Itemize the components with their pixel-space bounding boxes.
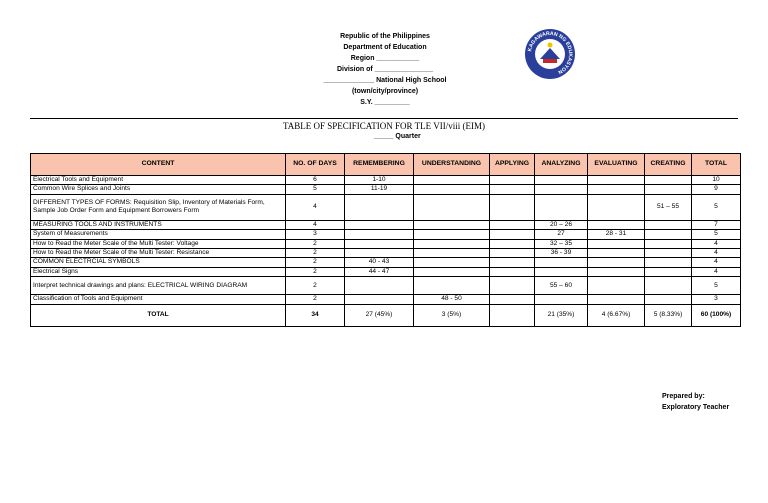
understanding-cell: 48 - 50 [414, 295, 490, 304]
evaluating-cell: 28 - 31 [588, 230, 645, 239]
evaluating-cell [588, 277, 645, 295]
analyzing-total: 21 (35%) [535, 304, 588, 326]
total-cell: 3 [692, 295, 741, 304]
total-cell: 10 [692, 176, 741, 185]
creating-cell [645, 267, 692, 276]
remembering-total: 27 (45%) [345, 304, 414, 326]
col-remembering: REMEMBERING [345, 154, 414, 176]
analyzing-cell: 32 – 35 [535, 239, 588, 248]
remembering-cell [345, 249, 414, 258]
applying-cell [490, 249, 535, 258]
total-cell: 5 [692, 277, 741, 295]
total-cell: 4 [692, 258, 741, 267]
total-cell: 5 [692, 194, 741, 220]
analyzing-cell: 27 [535, 230, 588, 239]
creating-cell [645, 249, 692, 258]
creating-cell [645, 295, 692, 304]
creating-cell [645, 176, 692, 185]
remembering-cell: 44 - 47 [345, 267, 414, 276]
remembering-cell [345, 295, 414, 304]
applying-cell [490, 295, 535, 304]
total-cell: 9 [692, 185, 741, 194]
header-row [31, 154, 741, 176]
applying-cell [490, 267, 535, 276]
evaluating-cell [588, 176, 645, 185]
creating-cell [645, 258, 692, 267]
table-row [31, 239, 741, 248]
content-cell: System of Measurements [31, 230, 286, 239]
totals-label: TOTAL [31, 304, 286, 326]
col-understanding: UNDERSTANDING [414, 154, 490, 176]
school-year-line: S.Y. _________ [360, 99, 410, 106]
applying-cell [490, 185, 535, 194]
applying-cell [490, 194, 535, 220]
content-cell: Classification of Tools and Equipment [31, 295, 286, 304]
total-cell: 4 [692, 249, 741, 258]
specification-table [30, 153, 741, 327]
department-line: Department of Education [343, 44, 427, 51]
col-creating: CREATING [645, 154, 692, 176]
remembering-cell: 11-19 [345, 185, 414, 194]
applying-cell [490, 258, 535, 267]
content-cell: MEASURING TOOLS AND INSTRUMENTS [31, 220, 286, 229]
applying-total [490, 304, 535, 326]
understanding-cell [414, 267, 490, 276]
col-total: TOTAL [692, 154, 741, 176]
teacher-role: Exploratory Teacher [662, 404, 730, 411]
total-cell: 7 [692, 220, 741, 229]
applying-cell [490, 220, 535, 229]
content-cell: DIFFERENT TYPES OF FORMS: Requisition Slip, Inventory of Materials Form, Sample Job Order Form and Equipment Borrowers Form [31, 194, 286, 220]
col-days: NO. OF DAYS [286, 154, 345, 176]
table-row [31, 230, 741, 239]
col-analyzing: ANALYZING [535, 154, 588, 176]
creating-total: 5 (8.33%) [645, 304, 692, 326]
understanding-cell [414, 277, 490, 295]
creating-cell [645, 220, 692, 229]
content-cell: How to Read the Meter Scale of the Multi Tester: Voltage [31, 239, 286, 248]
col-applying: APPLYING [490, 154, 535, 176]
remembering-cell [345, 239, 414, 248]
applying-cell [490, 277, 535, 295]
totals-row [31, 304, 741, 326]
analyzing-cell: 55 – 60 [535, 277, 588, 295]
days-cell: 4 [286, 220, 345, 229]
content-cell: Interpret technical drawings and plans: ELECTRICAL WIRING DIAGRAM [31, 277, 286, 295]
remembering-cell [345, 277, 414, 295]
evaluating-total: 4 (6.67%) [588, 304, 645, 326]
remembering-cell [345, 220, 414, 229]
understanding-cell [414, 249, 490, 258]
days-cell: 5 [286, 185, 345, 194]
analyzing-cell: 20 – 26 [535, 220, 588, 229]
days-cell: 2 [286, 267, 345, 276]
content-cell: COMMON ELECTRCIAL SYMBOLS [31, 258, 286, 267]
analyzing-cell [535, 258, 588, 267]
col-evaluating: EVALUATING [588, 154, 645, 176]
creating-cell [645, 277, 692, 295]
total-cell: 4 [692, 239, 741, 248]
analyzing-cell [535, 185, 588, 194]
evaluating-cell [588, 258, 645, 267]
evaluating-cell [588, 185, 645, 194]
town-line: (town/city/province) [351, 88, 419, 95]
evaluating-cell [588, 249, 645, 258]
content-cell: Electrical Tools and Equipment [31, 176, 286, 185]
understanding-cell [414, 185, 490, 194]
document-title: TABLE OF SPECIFICATION FOR TLE VII/viii (EIM) [283, 121, 485, 131]
analyzing-cell [535, 194, 588, 220]
creating-cell [645, 230, 692, 239]
understanding-total: 3 (5%) [414, 304, 490, 326]
table-row [31, 277, 741, 295]
understanding-cell [414, 258, 490, 267]
prepared-by-label: Prepared by: [662, 393, 705, 400]
days-cell: 2 [286, 258, 345, 267]
days-cell: 3 [286, 230, 345, 239]
table-row [31, 295, 741, 304]
grand-total: 60 (100%) [692, 304, 741, 326]
quarter-label: _____ Quarter [374, 133, 421, 140]
days-cell: 6 [286, 176, 345, 185]
republic-line: Republic of the Philippines [340, 33, 430, 40]
table-row [31, 220, 741, 229]
applying-cell [490, 239, 535, 248]
school-line: _____________ National High School [323, 77, 447, 84]
remembering-cell [345, 230, 414, 239]
days-cell: 2 [286, 249, 345, 258]
total-cell: 4 [692, 267, 741, 276]
applying-cell [490, 230, 535, 239]
applying-cell [490, 176, 535, 185]
table-row [31, 258, 741, 267]
division-line: Division of _______________ [336, 66, 434, 73]
understanding-cell [414, 230, 490, 239]
col-content: CONTENT [31, 154, 286, 176]
days-cell: 4 [286, 194, 345, 220]
seal-text: KAGAWARAN NG EDUKASYON [527, 30, 574, 75]
creating-cell [645, 239, 692, 248]
content-cell: Electrical Signs [31, 267, 286, 276]
creating-cell: 51 – 55 [645, 194, 692, 220]
header-divider [30, 118, 738, 119]
remembering-cell: 40 - 43 [345, 258, 414, 267]
letterhead [290, 31, 480, 108]
remembering-cell [345, 194, 414, 220]
evaluating-cell [588, 239, 645, 248]
table-row [31, 249, 741, 258]
creating-cell [645, 185, 692, 194]
analyzing-cell [535, 295, 588, 304]
region-line: Region ___________ [350, 55, 420, 62]
days-cell: 2 [286, 295, 345, 304]
evaluating-cell [588, 220, 645, 229]
understanding-cell [414, 220, 490, 229]
remembering-cell: 1-10 [345, 176, 414, 185]
days-total: 34 [286, 304, 345, 326]
content-cell: Common Wire Splices and Joints [31, 185, 286, 194]
table-row [31, 176, 741, 185]
evaluating-cell [588, 295, 645, 304]
table-row [31, 194, 741, 220]
days-cell: 2 [286, 277, 345, 295]
understanding-cell [414, 239, 490, 248]
understanding-cell [414, 176, 490, 185]
table-row [31, 267, 741, 276]
analyzing-cell [535, 267, 588, 276]
total-cell: 5 [692, 230, 741, 239]
prepared-by-block [662, 391, 729, 413]
days-cell: 2 [286, 239, 345, 248]
deped-seal-icon [524, 28, 576, 80]
analyzing-cell [535, 176, 588, 185]
analyzing-cell: 36 - 39 [535, 249, 588, 258]
table-row [31, 185, 741, 194]
evaluating-cell [588, 267, 645, 276]
content-cell: How to Read the Meter Scale of the Multi Tester: Resistance [31, 249, 286, 258]
evaluating-cell [588, 194, 645, 220]
understanding-cell [414, 194, 490, 220]
